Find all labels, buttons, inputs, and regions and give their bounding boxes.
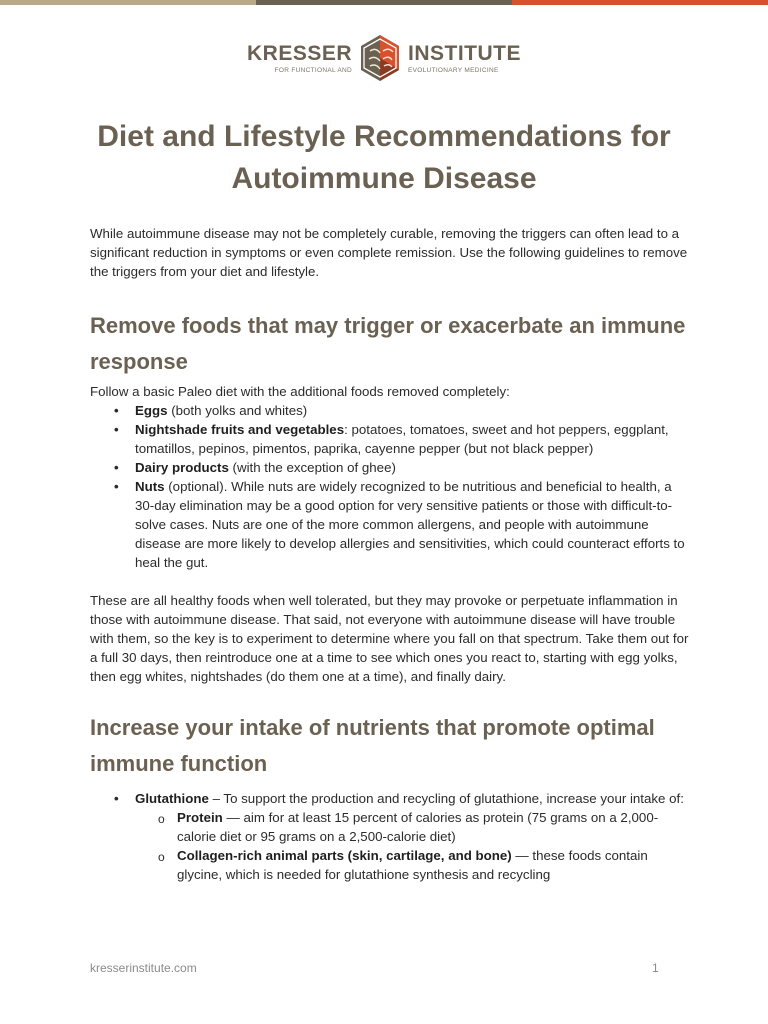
list-item xyxy=(135,458,690,477)
list-item-term: Nightshade fruits and vegetables xyxy=(135,422,345,437)
list-item-text: (both yolks and whites) xyxy=(167,403,308,418)
list-item xyxy=(135,789,690,884)
top-bar-segment-red xyxy=(512,0,768,5)
sub-item-term: Protein xyxy=(177,810,223,825)
section-heading-remove-foods: Remove foods that may trigger or exacerbate an immune response xyxy=(90,313,686,374)
intro-paragraph: While autoimmune disease may not be completely curable, removing the triggers can often lead to a significant reduction in symptoms or even complete remission. Use the following guidelines to remove the triggers from your diet and lifestyle. xyxy=(90,226,688,279)
list-item-term: Eggs xyxy=(135,403,168,418)
list-item-text: (with the exception of ghee) xyxy=(228,460,396,475)
logo-left-text xyxy=(247,43,352,74)
page-title: Diet and Lifestyle Recommendations for Autoimmune Disease xyxy=(97,120,671,195)
list-item-term: Dairy products xyxy=(135,460,229,475)
list-item-text: – To support the production and recycling of glutathione, increase your intake of: xyxy=(208,791,684,806)
closing-paragraph: These are all healthy foods when well tolerated, but they may provoke or perpetuate inflammation in those with autoimmune disease. That said, not everyone with autoimmune disease will have trouble with them, so the key is to experiment to determine where you fall on that spectrum. Take them out for a full 30 days, then reintroduce one at a time to see which ones you react to, starting with egg yolks, then egg whites, nightshades (do them one at a time), and finally dairy. xyxy=(90,593,689,684)
page-number: 1 xyxy=(652,961,659,975)
nutrients-list xyxy=(90,789,690,884)
list-item-term: Nuts xyxy=(135,479,165,494)
list-item xyxy=(135,401,690,420)
kresser-institute-logo xyxy=(0,30,768,86)
section-increase-nutrients xyxy=(90,710,690,884)
top-bar-segment-tan xyxy=(0,0,256,5)
footer-url: kresserinstitute.com xyxy=(90,961,197,975)
list-item-term: Glutathione xyxy=(135,791,209,806)
logo-tagline-left: FOR FUNCTIONAL AND xyxy=(274,66,353,74)
sub-list-item xyxy=(177,808,690,846)
list-item xyxy=(135,420,690,458)
hexagon-leaf-icon xyxy=(358,33,402,83)
sub-list-item xyxy=(177,846,690,884)
section-remove-foods xyxy=(90,308,690,572)
glutathione-sublist xyxy=(135,808,690,884)
list-item-text: : potatoes, tomatoes, sweet and hot peppers, eggplant, tomatillos, pepinos, pimentos, paprika, cayenne pepper (but not black pepper) xyxy=(135,422,669,456)
logo-name-left: KRESSER xyxy=(246,41,353,65)
sub-item-text: — these foods contain glycine, which is needed for glutathione synthesis and recycling xyxy=(177,848,648,882)
logo-name-right: INSTITUTE xyxy=(408,41,522,65)
list-item xyxy=(135,477,690,572)
logo-tagline-right: EVOLUTIONARY MEDICINE xyxy=(408,66,499,74)
section-heading-increase-nutrients: Increase your intake of nutrients that promote optimal immune function xyxy=(90,715,655,776)
sub-item-text: — aim for at least 15 percent of calories as protein (75 grams on a 2,000-calorie diet or 95 grams on a 2,500-calorie diet) xyxy=(177,810,659,844)
top-color-bar xyxy=(0,0,768,5)
remove-foods-list xyxy=(90,401,690,572)
logo-right-text xyxy=(408,43,521,74)
top-bar-segment-brown xyxy=(256,0,512,5)
section-lead: Follow a basic Paleo diet with the additional foods removed completely: xyxy=(90,384,510,399)
list-item-text: (optional). While nuts are widely recognized to be nutritious and beneficial to health, a 30-day elimination may be a good option for very sensitive patients or those with difficult-to-solve cases. Nuts are one of the more common allergens, and people with autoimmune disease are more likely to develop allergies and sensitivities, which could counteract efforts to heal the gut. xyxy=(135,479,685,570)
sub-item-term: Collagen-rich animal parts (skin, cartilage, and bone) xyxy=(177,848,512,863)
